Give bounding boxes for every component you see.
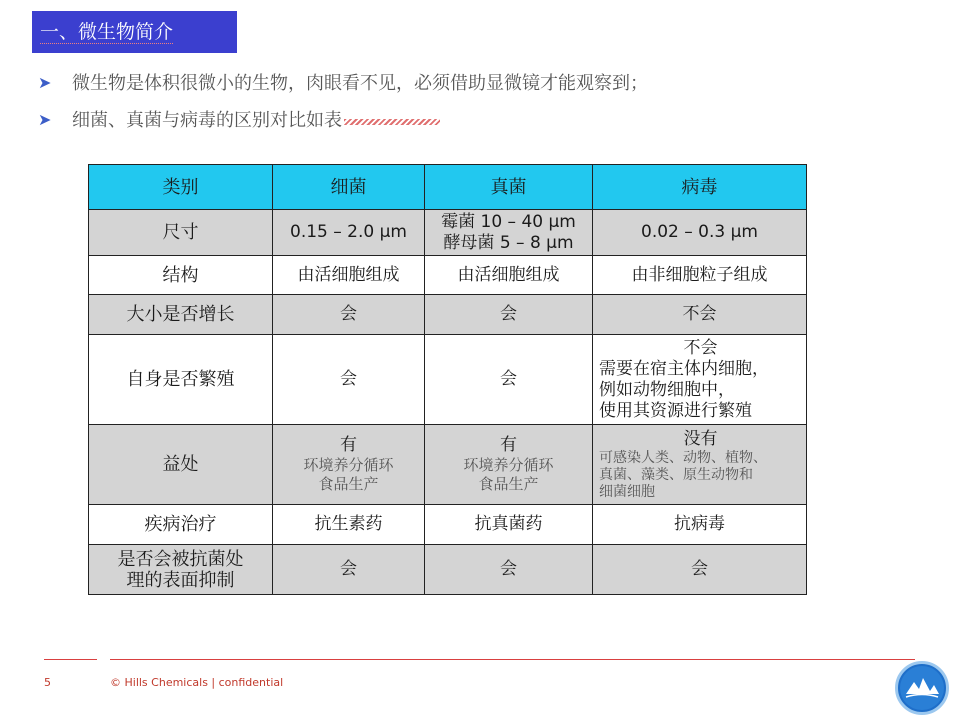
bullet-item — [38, 69, 648, 95]
cell-line: 食品生产 — [478, 475, 539, 493]
cell-line: 食品生产 — [318, 475, 379, 493]
cell-line: 理的表面抑制 — [126, 569, 235, 591]
table-row — [89, 210, 807, 256]
table-cell — [593, 335, 807, 425]
table-cell: 会 — [273, 335, 425, 425]
table-cell: 会 — [593, 545, 807, 595]
table-cell: 由活细胞组成 — [273, 256, 425, 295]
comparison-table — [88, 164, 807, 595]
row-label: 尺寸 — [89, 210, 273, 256]
footer-copyright: © Hills Chemicals | confidential — [110, 676, 284, 689]
cell-main: 有 — [500, 435, 517, 455]
cell-line: 可感染人类、动物、植物、 — [599, 449, 767, 466]
row-label: 自身是否繁殖 — [89, 335, 273, 425]
table-cell: 会 — [273, 295, 425, 335]
bullet-item — [38, 106, 440, 132]
table-cell — [273, 425, 425, 505]
table-cell: 会 — [425, 335, 593, 425]
bullet-text: 微生物是体积很微小的生物，肉眼看不见，必须借助显微镜才能观察到； — [72, 73, 648, 94]
arrow-bullet-icon: ➤ — [38, 109, 52, 129]
footer-divider — [110, 659, 915, 660]
cell-line: 环境养分循环 — [463, 456, 554, 474]
header-cell: 类别 — [89, 165, 273, 210]
table-row — [89, 545, 807, 595]
table-cell: 由非细胞粒子组成 — [593, 256, 807, 295]
table-cell: 抗真菌药 — [425, 505, 593, 545]
header-cell: 真菌 — [425, 165, 593, 210]
spellcheck-underline — [344, 119, 440, 125]
table-cell: 由活细胞组成 — [425, 256, 593, 295]
header-cell: 病毒 — [593, 165, 807, 210]
footer-divider — [44, 659, 97, 660]
cell-main: 没有 — [683, 428, 718, 449]
table-cell — [593, 425, 807, 505]
table-cell: 0.15 – 2.0 μm — [273, 210, 425, 256]
arrow-bullet-icon: ➤ — [38, 72, 52, 92]
cell-line: 使用其资源进行繁殖 — [599, 400, 752, 421]
table-row — [89, 256, 807, 295]
table-cell: 抗病毒 — [593, 505, 807, 545]
mountain-logo-icon — [898, 664, 946, 712]
cell-line: 环境养分循环 — [303, 456, 394, 474]
header-cell: 细菌 — [273, 165, 425, 210]
cell-line: 细菌细胞 — [599, 483, 655, 500]
row-label — [89, 545, 273, 595]
section-title — [32, 11, 237, 53]
bullet-text: 细菌、真菌与病毒的区别对比如表 — [72, 110, 342, 131]
table-cell: 不会 — [593, 295, 807, 335]
table-row — [89, 425, 807, 505]
row-label: 大小是否增长 — [89, 295, 273, 335]
table-cell — [425, 210, 593, 256]
company-logo — [895, 661, 949, 715]
cell-line: 酵母菌 5 – 8 μm — [443, 232, 574, 253]
row-label: 结构 — [89, 256, 273, 295]
cell-main: 有 — [340, 435, 357, 455]
table-cell — [425, 425, 593, 505]
row-label: 益处 — [89, 425, 273, 505]
table-cell: 抗生素药 — [273, 505, 425, 545]
table-row — [89, 505, 807, 545]
table-row — [89, 295, 807, 335]
table-cell: 会 — [425, 545, 593, 595]
cell-line: 例如动物细胞中， — [599, 379, 735, 400]
cell-line: 是否会被抗菌处 — [117, 548, 244, 570]
page-number: 5 — [44, 676, 51, 689]
cell-line: 需要在宿主体内细胞， — [599, 358, 769, 379]
table-row — [89, 335, 807, 425]
cell-line: 霉菌 10 – 40 μm — [441, 211, 576, 232]
cell-main: 不会 — [683, 337, 718, 358]
section-title-text: 一、微生物简介 — [40, 21, 174, 43]
row-label: 疾病治疗 — [89, 505, 273, 545]
table-cell: 会 — [425, 295, 593, 335]
table-header-row — [89, 165, 807, 210]
table-cell: 0.02 – 0.3 μm — [593, 210, 807, 256]
cell-line: 真菌、藻类、原生动物和 — [599, 466, 753, 483]
table-cell: 会 — [273, 545, 425, 595]
